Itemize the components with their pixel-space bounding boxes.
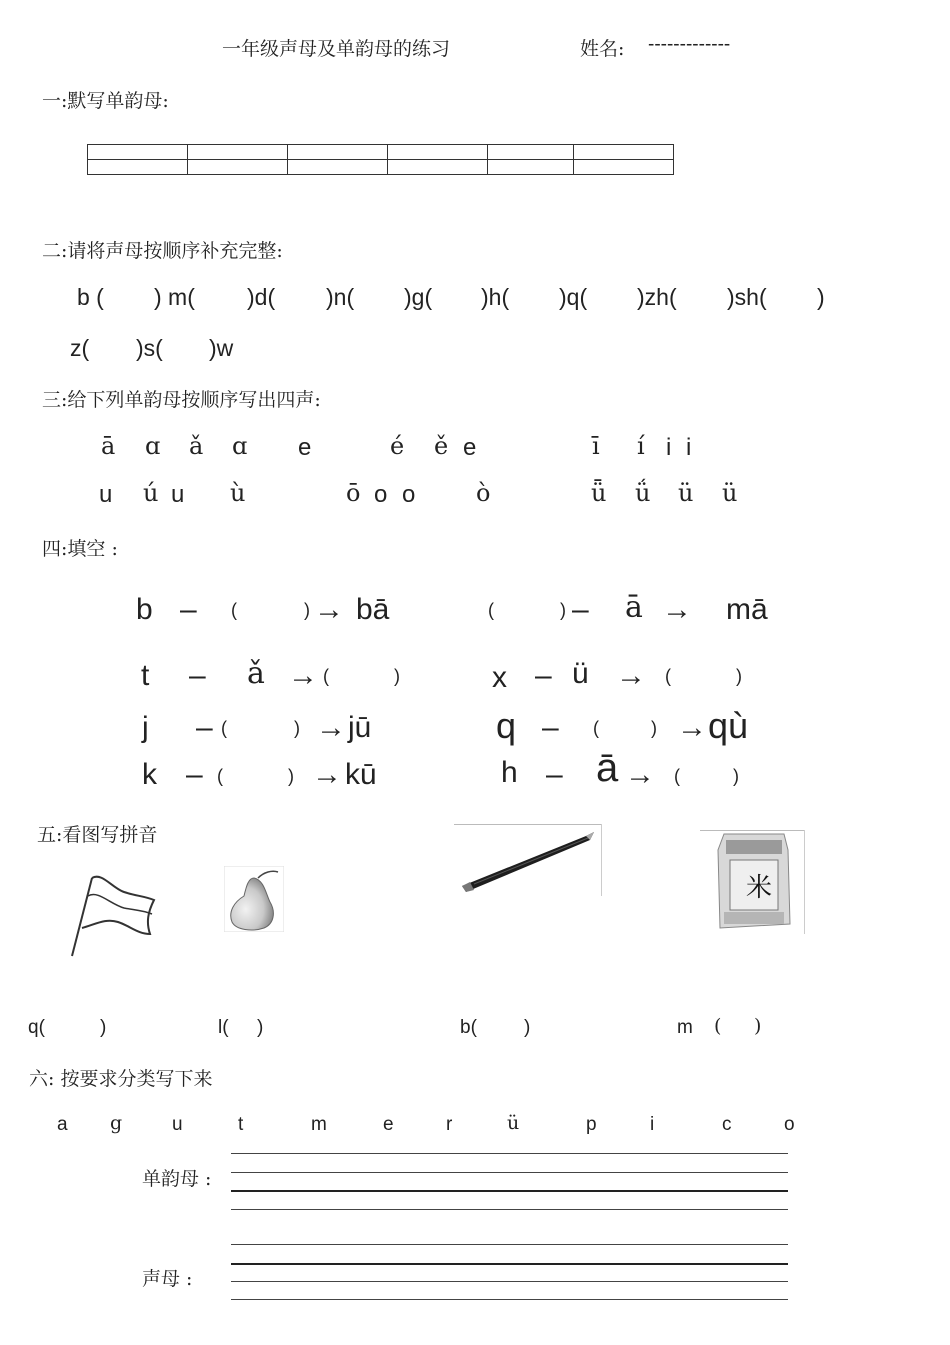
vowel-tone: e xyxy=(298,434,312,461)
fill-initial: q xyxy=(496,705,517,746)
sort-letter: p xyxy=(586,1114,597,1135)
fill-initial: t xyxy=(141,659,150,692)
initials-token: )q( xyxy=(559,284,588,310)
vowel-tone: ō xyxy=(346,479,361,507)
grid-cell[interactable] xyxy=(388,145,488,160)
initials-token: )d( xyxy=(247,284,276,310)
page-title: 一年级声母及单韵母的练习 xyxy=(222,38,451,60)
fill-open-paren: ( xyxy=(665,666,671,686)
grid-cell[interactable] xyxy=(288,160,388,175)
rice-bag-picture xyxy=(700,830,805,934)
fill-close-paren: ) xyxy=(736,666,742,686)
fill-close-paren: ) xyxy=(560,600,566,620)
fill-arrow: → xyxy=(625,758,655,791)
vowel-tone: i xyxy=(666,434,672,461)
fill-open-paren: ( xyxy=(488,600,494,620)
section3-title: 三:给下列单韵母按顺序写出四声: xyxy=(42,389,321,411)
initials-token: )s( xyxy=(136,335,163,361)
writing-line[interactable] xyxy=(231,1263,788,1265)
fill-open-paren: ( xyxy=(593,718,599,738)
vowel-tone: u xyxy=(99,481,113,508)
grid-cell[interactable] xyxy=(488,160,574,175)
fill-vowel: ü xyxy=(572,657,589,690)
fill-vowel: ǎ xyxy=(247,656,265,691)
fill-close-paren: ) xyxy=(733,766,739,786)
vowel-tone: u xyxy=(171,481,185,508)
vowel-tone: ā xyxy=(101,432,116,460)
writing-line[interactable] xyxy=(231,1172,788,1173)
grid-cell[interactable] xyxy=(574,145,674,160)
sort-letter: ü xyxy=(507,1112,520,1134)
flag-picture xyxy=(68,870,160,962)
section5-title: 五:看图写拼音 xyxy=(37,824,158,846)
sort-letter: t xyxy=(238,1114,244,1135)
vowel-tone: ǎ xyxy=(189,432,204,460)
answer-prefix-flag: q( xyxy=(28,1017,45,1038)
grid-cell[interactable] xyxy=(574,160,674,175)
fill-initial: h xyxy=(501,756,518,789)
sort-letter: m xyxy=(311,1114,327,1135)
fill-arrow: → xyxy=(314,593,344,626)
fill-close-paren: ) xyxy=(304,600,310,620)
fill-arrow: → xyxy=(662,593,692,626)
fill-result: qù xyxy=(708,705,749,746)
initials-token: z( xyxy=(70,335,90,361)
grid-cell[interactable] xyxy=(488,145,574,160)
fill-close-paren: ) xyxy=(294,718,300,738)
section4-title: 四:填空 : xyxy=(42,538,118,560)
writing-line[interactable] xyxy=(231,1190,788,1192)
writing-line[interactable] xyxy=(231,1299,788,1300)
vowel-tone: ě xyxy=(434,432,449,460)
vowel-tone: ɑ xyxy=(145,432,161,460)
answer-suffix-pear: ) xyxy=(257,1017,264,1038)
sort-letter: i xyxy=(650,1114,655,1135)
vowel-tone: ǘ xyxy=(635,479,651,507)
fill-result: bā xyxy=(356,593,390,626)
fill-initial: k xyxy=(142,758,157,791)
sort-letter: r xyxy=(446,1114,453,1135)
writing-line[interactable] xyxy=(231,1209,788,1210)
fill-open-paren: ( xyxy=(323,666,329,686)
name-field[interactable]: ------------- xyxy=(648,34,731,55)
initials-token: )h( xyxy=(481,284,510,310)
fill-open-paren: ( xyxy=(217,766,223,786)
initials-token: )zh( xyxy=(637,284,677,310)
grid-cell[interactable] xyxy=(88,160,188,175)
fill-dash: – xyxy=(186,758,203,791)
grid-cell[interactable] xyxy=(188,160,288,175)
initials-token: )sh( xyxy=(727,284,767,310)
fill-close-paren: ) xyxy=(288,766,294,786)
answer-prefix-rice: m xyxy=(677,1017,693,1038)
initials-token: )g( xyxy=(404,284,433,310)
fill-result: kū xyxy=(345,758,377,791)
fill-dash: – xyxy=(542,711,559,744)
fill-vowel: ā xyxy=(596,746,619,790)
sort-letter: u xyxy=(172,1114,183,1135)
answer-suffix-flag: ) xyxy=(100,1017,107,1038)
answer-open-rice: ( xyxy=(714,1015,722,1037)
sort-letter: o xyxy=(784,1114,795,1135)
fill-close-paren: ) xyxy=(394,666,400,686)
fill-open-paren: ( xyxy=(231,600,237,620)
fill-arrow: → xyxy=(677,711,707,744)
answer-suffix-pencil: ) xyxy=(524,1017,531,1038)
vowel-tone: ù xyxy=(230,479,246,507)
vowels-label: 单韵母 : xyxy=(142,1168,212,1190)
vowel-tone: í xyxy=(637,432,645,460)
initials-token: )n( xyxy=(326,284,355,310)
vowel-tone: e xyxy=(463,434,477,461)
initials-label: 声母 : xyxy=(142,1268,193,1290)
fill-close-paren: ) xyxy=(651,718,657,738)
fill-result: mā xyxy=(726,593,768,626)
grid-cell[interactable] xyxy=(288,145,388,160)
vowel-tone: ò xyxy=(476,479,491,507)
fill-vowel: ā xyxy=(625,590,643,625)
vowel-tone: ī xyxy=(592,432,600,460)
section2-title: 二:请将声母按顺序补充完整: xyxy=(42,240,283,262)
fill-arrow: → xyxy=(288,659,318,692)
fill-initial: x xyxy=(492,661,507,694)
rice-char: 米 xyxy=(746,873,773,903)
pencil-picture xyxy=(454,824,602,896)
fill-open-paren: ( xyxy=(674,766,680,786)
vowel-tone: o xyxy=(402,481,416,508)
fill-initial: j xyxy=(142,711,149,744)
initials-token: b ( xyxy=(77,284,104,310)
vowel-tone: é xyxy=(390,432,405,460)
fill-arrow: → xyxy=(316,711,346,744)
vowel-tone: ü xyxy=(678,479,694,507)
answer-prefix-pencil: b( xyxy=(460,1017,477,1038)
vowel-tone: ǖ xyxy=(591,479,607,507)
fill-dash: – xyxy=(572,593,589,626)
answer-prefix-pear: l( xyxy=(218,1017,229,1038)
fill-dash: – xyxy=(546,758,563,791)
fill-result: jū xyxy=(348,711,372,744)
initials-token: )w xyxy=(209,335,234,361)
grid-cell[interactable] xyxy=(388,160,488,175)
fill-dash: – xyxy=(180,593,197,626)
fill-dash: – xyxy=(189,659,206,692)
pear-picture xyxy=(224,866,284,932)
initials-token: ) xyxy=(817,284,825,310)
writing-line[interactable] xyxy=(231,1153,788,1154)
section1-title: 一:默写单韵母: xyxy=(42,90,169,112)
grid-cell[interactable] xyxy=(188,145,288,160)
fill-arrow: → xyxy=(616,659,646,692)
vowel-tone: ú xyxy=(143,479,159,507)
section6-title: 六: 按要求分类写下来 xyxy=(29,1068,213,1090)
vowel-tone: ɑ xyxy=(232,432,248,460)
writing-line[interactable] xyxy=(231,1244,788,1245)
initials-token: ) m( xyxy=(154,284,195,310)
name-label: 姓名: xyxy=(580,38,625,60)
writing-line[interactable] xyxy=(231,1281,788,1282)
fill-dash: – xyxy=(535,659,552,692)
fill-dash: – xyxy=(196,711,213,744)
sort-letter: g xyxy=(110,1112,123,1134)
vowel-tone: ü xyxy=(722,479,738,507)
vowel-tone: i xyxy=(686,434,692,461)
fill-initial: b xyxy=(136,593,153,626)
fill-arrow: → xyxy=(312,758,342,791)
fill-open-paren: ( xyxy=(221,718,227,738)
answer-suffix-rice: ) xyxy=(754,1015,762,1037)
sort-letter: a xyxy=(57,1114,68,1135)
vowel-answer-grid xyxy=(87,144,674,175)
grid-cell[interactable] xyxy=(88,145,188,160)
sort-letter: c xyxy=(722,1114,732,1135)
sort-letter: e xyxy=(383,1114,394,1135)
vowel-tone: o xyxy=(374,481,388,508)
